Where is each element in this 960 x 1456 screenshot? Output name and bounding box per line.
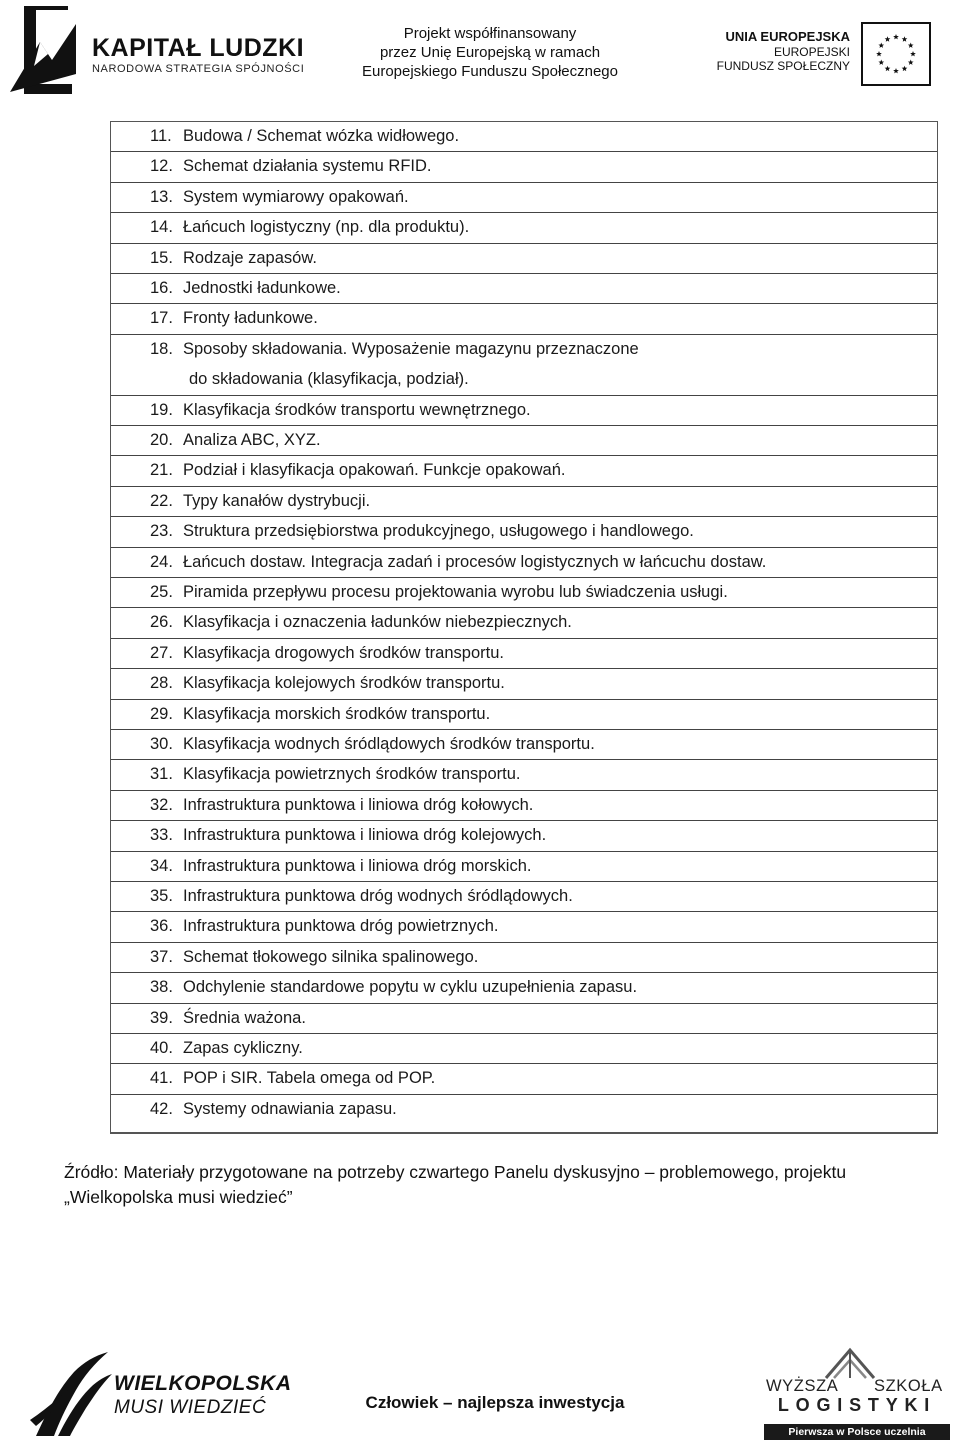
cofinance-line: Projekt współfinansowany bbox=[403, 25, 577, 42]
item-text: Rodzaje zapasów. bbox=[183, 248, 317, 267]
source-note bbox=[64, 1160, 956, 1210]
item-text: Piramida przepływu procesu projektowania wyrobu lub świadczenia usługi. bbox=[183, 583, 728, 601]
item-text: Zapas cykliczny. bbox=[183, 1039, 303, 1057]
eu-star-icon bbox=[878, 43, 884, 48]
item-number: 20. bbox=[150, 431, 173, 449]
cofinance-line: przez Unię Europejską w ramach bbox=[379, 44, 601, 61]
item-number: 33. bbox=[150, 826, 173, 845]
wielkopolska-subtitle: MUSI WIEDZIEĆ bbox=[114, 1397, 267, 1418]
eu-star-icon bbox=[910, 51, 916, 56]
item-number: 24. bbox=[150, 552, 173, 571]
item-text: Schemat działania systemu RFID. bbox=[183, 157, 432, 176]
table-row bbox=[111, 244, 937, 274]
item-number: 31. bbox=[150, 765, 173, 784]
item-text: Klasyfikacja wodnych śródlądowych środków transportu. bbox=[183, 735, 595, 753]
item-text: Klasyfikacja drogowych środków transportu. bbox=[183, 643, 504, 662]
item-text: Fronty ładunkowe. bbox=[183, 309, 318, 328]
table-row bbox=[111, 821, 937, 851]
item-number: 40. bbox=[150, 1039, 173, 1057]
table-row bbox=[111, 578, 937, 608]
item-text: Struktura przedsiębiorstwa produkcyjnego, usługowego i handlowego. bbox=[183, 522, 694, 541]
item-text: Budowa / Schemat wózka widłowego. bbox=[183, 127, 460, 145]
kapital-ludzki-subtitle: NARODOWA STRATEGIA SPÓJNOŚCI bbox=[92, 63, 305, 75]
item-text: Średnia ważona. bbox=[183, 1008, 306, 1027]
eu-star-icon bbox=[908, 43, 914, 48]
item-text: System wymiarowy opakowań. bbox=[183, 187, 409, 206]
eu-star-icon bbox=[908, 60, 914, 65]
eu-star-icon bbox=[885, 66, 891, 71]
wielkopolska-logo bbox=[28, 1350, 114, 1440]
item-text: Odchylenie standardowe popytu w cyklu uzupełnienia zapasu. bbox=[183, 978, 638, 997]
table-row bbox=[111, 122, 937, 152]
item-number: 16. bbox=[150, 279, 173, 297]
eu-star-icon bbox=[902, 36, 908, 41]
item-text: Łańcuch dostaw. Integracja zadań i procesów logistycznych w łańcuchu dostaw. bbox=[183, 552, 767, 571]
item-text: Typy kanałów dystrybucji. bbox=[183, 491, 371, 510]
eu-star-icon bbox=[902, 66, 908, 71]
table-row bbox=[111, 608, 937, 638]
table-row bbox=[111, 760, 937, 790]
wielkopolska-text bbox=[114, 1372, 292, 1420]
table-row bbox=[111, 396, 937, 426]
item-text-continued: do składowania (klasyfikacja, podział). bbox=[189, 370, 469, 389]
item-number: 18. bbox=[150, 339, 173, 358]
item-number: 37. bbox=[150, 947, 173, 966]
item-number: 17. bbox=[150, 309, 173, 328]
table-row bbox=[111, 1034, 937, 1064]
eu-fund-text bbox=[700, 28, 850, 73]
item-number: 35. bbox=[150, 887, 173, 905]
wsl-top-line bbox=[766, 1377, 946, 1396]
item-number: 32. bbox=[150, 795, 173, 814]
eu-star-icon bbox=[885, 36, 891, 41]
item-number: 34. bbox=[150, 856, 173, 875]
wielkopolska-title: WIELKOPOLSKA bbox=[114, 1372, 292, 1395]
table-row bbox=[111, 213, 937, 243]
source-line: Źródło: Materiały przygotowane na potrzeby czwartego Panelu dyskusyjno – problemowego, projektu bbox=[64, 1162, 847, 1182]
table-row bbox=[111, 456, 937, 486]
item-number: 26. bbox=[150, 613, 173, 632]
item-number: 11. bbox=[150, 127, 172, 145]
table-row bbox=[111, 791, 937, 821]
item-text: Klasyfikacja powietrznych środków transportu. bbox=[183, 765, 521, 784]
eu-flag-icon bbox=[861, 22, 931, 86]
table-row bbox=[111, 639, 937, 669]
item-text: Infrastruktura punktowa dróg wodnych śródlądowych. bbox=[183, 887, 573, 905]
slogan: Człowiek – najlepsza inwestycja bbox=[365, 1393, 625, 1412]
item-text: Sposoby składowania. Wyposażenie magazynu przeznaczone bbox=[183, 339, 639, 358]
eu-subtitle-1: EUROPEJSKI bbox=[773, 45, 850, 59]
item-number: 41. bbox=[150, 1069, 173, 1088]
item-number: 36. bbox=[150, 917, 173, 936]
table-row bbox=[111, 152, 937, 182]
wsl-word-left: WYŻSZA bbox=[766, 1377, 839, 1395]
item-number: 27. bbox=[150, 643, 173, 662]
table-row bbox=[111, 304, 937, 334]
item-number: 38. bbox=[150, 978, 173, 997]
item-text: Analiza ABC, XYZ. bbox=[183, 431, 321, 449]
table-row bbox=[111, 730, 937, 760]
table-row bbox=[111, 669, 937, 699]
table-row bbox=[111, 517, 937, 547]
item-number: 30. bbox=[150, 735, 173, 753]
item-text: Schemat tłokowego silnika spalinowego. bbox=[183, 947, 479, 966]
table-row bbox=[111, 852, 937, 882]
table-row bbox=[111, 1004, 937, 1034]
wsl-tagline: Pierwsza w Polsce uczelnia logistyczna bbox=[764, 1424, 950, 1440]
table-row bbox=[111, 912, 937, 942]
kapital-ludzki-title: KAPITAŁ LUDZKI bbox=[92, 34, 305, 62]
item-number: 39. bbox=[150, 1008, 173, 1027]
item-number: 23. bbox=[150, 522, 173, 541]
eu-title: UNIA EUROPEJSKA bbox=[725, 29, 850, 44]
item-number: 29. bbox=[150, 704, 173, 723]
cofinance-notice bbox=[350, 24, 630, 81]
table-row bbox=[111, 882, 937, 912]
item-number: 15. bbox=[150, 248, 173, 267]
item-number: 12. bbox=[150, 157, 173, 176]
item-number: 28. bbox=[150, 674, 173, 693]
eu-subtitle-2: FUNDUSZ SPOŁECZNY bbox=[716, 59, 850, 73]
wsl-emblem-icon bbox=[820, 1346, 880, 1380]
item-number: 25. bbox=[150, 583, 173, 601]
eu-star-icon bbox=[893, 34, 899, 39]
item-text: Klasyfikacja środków transportu wewnętrznego. bbox=[183, 400, 531, 419]
topics-table bbox=[110, 121, 938, 1134]
table-row bbox=[111, 487, 937, 517]
item-number: 42. bbox=[150, 1099, 173, 1118]
table-row bbox=[111, 335, 937, 396]
table-row bbox=[111, 274, 937, 304]
item-number: 13. bbox=[150, 187, 173, 206]
table-row bbox=[111, 426, 937, 456]
kapital-ludzki-text bbox=[92, 34, 304, 76]
table-row bbox=[111, 943, 937, 973]
item-number: 21. bbox=[150, 461, 173, 480]
item-text: Infrastruktura punktowa i liniowa dróg morskich. bbox=[183, 856, 532, 875]
table-row bbox=[111, 548, 937, 578]
item-number: 19. bbox=[150, 400, 173, 419]
wsl-main-word: LOGISTYKI bbox=[777, 1395, 937, 1415]
table-row bbox=[111, 973, 937, 1003]
item-text: Łańcuch logistyczny (np. dla produktu). bbox=[183, 218, 470, 237]
cofinance-line: Europejskiego Funduszu Społecznego bbox=[361, 63, 618, 80]
table-row bbox=[111, 1095, 937, 1125]
wsl-word-right: SZKOŁA bbox=[874, 1377, 943, 1395]
table-row bbox=[111, 183, 937, 213]
item-number: 22. bbox=[150, 491, 173, 510]
item-text: Infrastruktura punktowa dróg powietrznych. bbox=[183, 917, 499, 936]
eu-star-icon bbox=[878, 60, 884, 65]
item-text: Klasyfikacja i oznaczenia ładunków niebezpiecznych. bbox=[183, 613, 572, 632]
item-text: POP i SIR. Tabela omega od POP. bbox=[183, 1069, 436, 1088]
eu-star-icon bbox=[893, 68, 899, 73]
table-row bbox=[111, 700, 937, 730]
page-header bbox=[0, 0, 960, 100]
item-number: 14. bbox=[150, 218, 173, 237]
item-text: Podział i klasyfikacja opakowań. Funkcje opakowań. bbox=[183, 461, 566, 480]
item-text: Klasyfikacja morskich środków transportu. bbox=[183, 704, 491, 723]
eu-star-icon bbox=[876, 51, 882, 56]
item-text: Systemy odnawiania zapasu. bbox=[183, 1099, 397, 1118]
item-text: Klasyfikacja kolejowych środków transportu. bbox=[183, 674, 505, 693]
table-row bbox=[111, 1064, 937, 1094]
item-text: Jednostki ładunkowe. bbox=[183, 279, 341, 297]
item-text: Infrastruktura punktowa i liniowa dróg kołowych. bbox=[183, 795, 534, 814]
item-text: Infrastruktura punktowa i liniowa dróg kolejowych. bbox=[183, 826, 547, 845]
source-line: „Wielkopolska musi wiedzieć” bbox=[64, 1187, 293, 1207]
kapital-ludzki-logo bbox=[6, 4, 86, 96]
